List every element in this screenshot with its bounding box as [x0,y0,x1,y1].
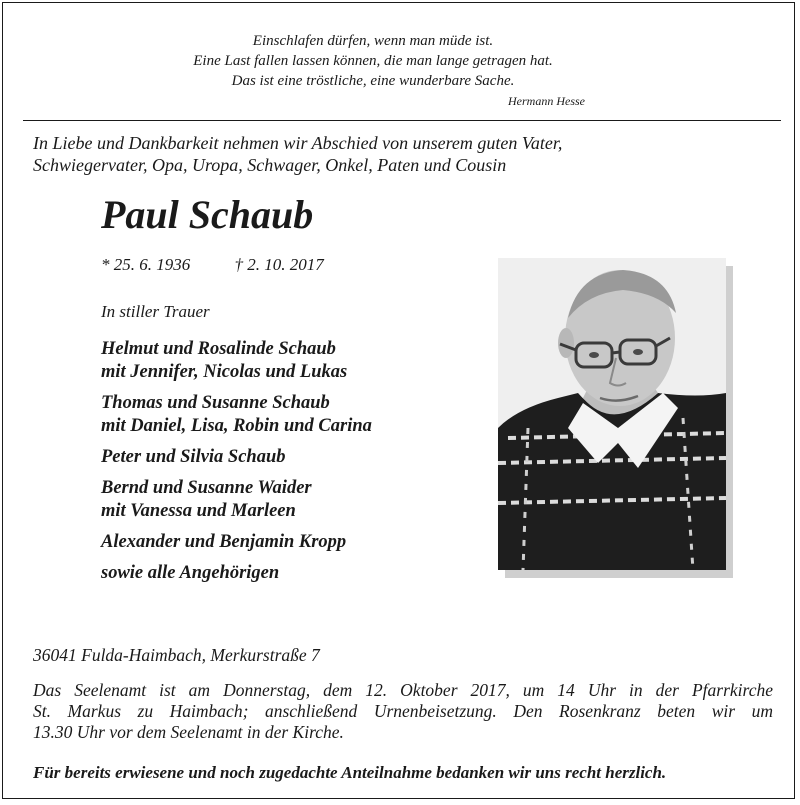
family-line: Thomas und Susanne Schaub [101,393,330,413]
life-dates [101,255,324,275]
family-list [101,338,372,593]
obituary-frame [2,2,795,799]
death-date: † 2. 10. 2017 [234,255,324,274]
family-group [101,531,372,554]
family-line: Bernd und Susanne Waider [101,478,312,498]
birth-date: * 25. 6. 1936 [101,255,191,274]
service-line: Das Seelenamt ist am Donnerstag, dem 12. Oktober 2017, um 14 Uhr in der Pfarrkirche [33,680,773,700]
poem-author: Hermann Hesse [508,94,585,108]
family-group [101,446,372,469]
intro-line: In Liebe und Dankbarkeit nehmen wir Abschied von unserem guten Vater, [33,133,563,153]
family-group [101,338,372,384]
poem-line: Einschlafen dürfen, wenn man müde ist. [252,33,494,49]
poem [3,31,743,91]
family-group [101,477,372,523]
family-line: mit Jennifer, Nicolas und Lukas [101,362,348,382]
intro-line: Schwiegervater, Opa, Uropa, Schwager, Onkel, Paten und Cousin [33,155,507,175]
service-info [33,680,773,743]
family-line: Alexander und Benjamin Kropp [101,532,347,552]
family-line: mit Daniel, Lisa, Robin und Carina [101,416,372,436]
mourning-label: In stiller Trauer [101,302,210,321]
intro-text [33,132,562,176]
poem-line: Das ist eine tröstliche, eine wunderbare Sache. [231,73,515,89]
service-line: St. Markus zu Haimbach; anschließend Urnenbeisetzung. Den Rosenkranz beten wir um [33,701,773,721]
family-line: sowie alle Angehörigen [101,563,280,583]
thanks-note: Für bereits erwiesene und noch zugedachte Anteilnahme bedanken wir uns recht herzlich. [33,763,667,782]
deceased-name: Paul Schaub [101,192,314,237]
family-line: Helmut und Rosalinde Schaub [101,339,336,359]
portrait-illustration [498,258,726,570]
poem-line: Eine Last fallen lassen können, die man lange getragen hat. [193,53,553,69]
family-group [101,392,372,438]
portrait-photo [498,258,726,570]
service-line: 13.30 Uhr vor dem Seelenamt in der Kirche. [33,722,344,742]
family-group [101,562,372,585]
address: 36041 Fulda-Haimbach, Merkurstraße 7 [33,645,320,665]
divider [23,120,781,121]
family-line: mit Vanessa und Marleen [101,501,296,521]
family-line: Peter und Silvia Schaub [101,447,286,467]
